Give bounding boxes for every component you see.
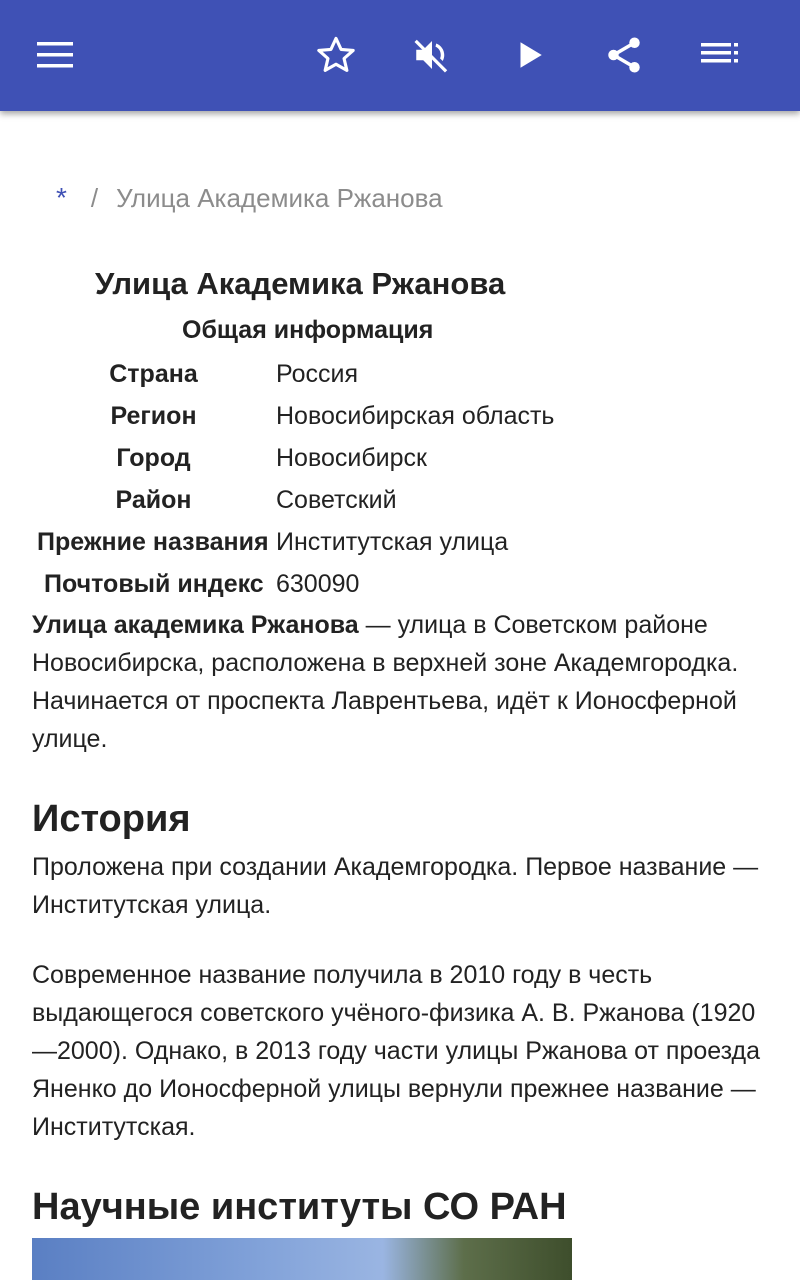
infobox-value: Россия xyxy=(276,360,358,388)
infobox-label: Город xyxy=(116,444,191,472)
infobox-label: Почтовый индекс xyxy=(44,570,264,598)
favorite-button[interactable] xyxy=(307,26,365,84)
infobox-row xyxy=(0,402,800,444)
play-button[interactable] xyxy=(500,26,558,84)
infobox-value: Новосибирская область xyxy=(276,402,555,430)
infobox-row xyxy=(0,360,800,402)
history-heading: История xyxy=(32,798,191,840)
menu-icon xyxy=(36,40,76,70)
infobox-value: Институтская улица xyxy=(276,528,509,556)
star-icon xyxy=(315,34,357,76)
institute-photo xyxy=(32,1238,572,1280)
mute-icon xyxy=(411,34,453,76)
infobox-title: Улица Академика Ржанова xyxy=(95,266,506,301)
play-icon xyxy=(512,38,546,72)
playlist-icon xyxy=(700,41,740,69)
menu-button[interactable] xyxy=(27,26,85,84)
mute-button[interactable] xyxy=(403,26,461,84)
infobox-label: Регион xyxy=(110,402,197,430)
infobox-row xyxy=(0,486,800,528)
infobox-value: Советский xyxy=(276,486,397,514)
institutes-heading: Научные институты СО РАН xyxy=(32,1186,567,1228)
intro-bold-term: Улица академика Ржанова xyxy=(32,611,359,639)
breadcrumb xyxy=(56,182,443,214)
infobox-label: Прежние названия xyxy=(37,528,269,556)
infobox-row xyxy=(0,528,800,570)
breadcrumb-current: Улица Академика Ржанова xyxy=(116,183,443,213)
infobox-subtitle: Общая информация xyxy=(182,316,434,344)
contents-button[interactable] xyxy=(691,26,749,84)
infobox-label: Страна xyxy=(109,360,198,388)
infobox-value: 630090 xyxy=(276,570,360,598)
history-paragraph-1: Проложена при создании Академгородка. Первое название — Институтская улица. xyxy=(32,853,759,919)
intro-paragraph xyxy=(32,606,772,758)
breadcrumb-home-link[interactable]: * xyxy=(56,182,67,213)
infobox-label: Район xyxy=(115,486,192,514)
intro-text: — улица в Советском районе Новосибирска, расположена в верхней зоне Академгородка. Начинается от проспекта Лаврентьева, идёт к Ионосферной улице. xyxy=(32,611,739,753)
history-paragraph-2: Современное название получила в 2010 году в честь выдающегося советского учёного-физика А. В. Ржанова (1920—2000). Однако, в 2013 году части улицы Ржанова от проезда Яненко до Ионосферной улицы вернули прежнее название — Институтская. xyxy=(32,961,761,1141)
share-icon xyxy=(603,34,645,76)
breadcrumb-separator: / xyxy=(90,183,99,213)
infobox-row xyxy=(0,444,800,486)
app-bar xyxy=(0,0,800,111)
share-button[interactable] xyxy=(595,26,653,84)
infobox-value: Новосибирск xyxy=(276,444,427,472)
